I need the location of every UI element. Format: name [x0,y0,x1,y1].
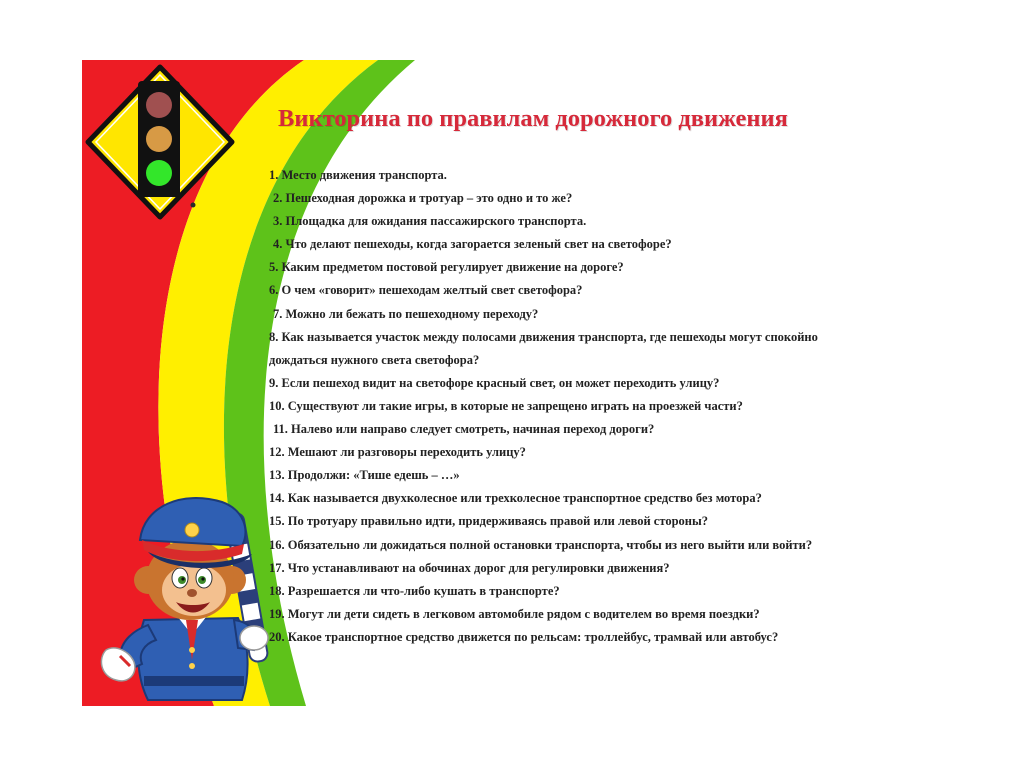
question-item: 20. Какое транспортное средство движется по рельсам: троллейбус, трамвай или автобус? [269,629,779,644]
question-item: 3. Площадка для ожидания пассажирского транспорта. [273,214,587,229]
question-item-continuation: дождаться нужного света светофора? [269,352,480,367]
question-item: 4. Что делают пешеходы, когда загорается зеленый свет на светофоре? [273,237,672,252]
traffic-officer-mascot-icon [82,60,292,706]
quiz-title: Викторина по правилам дорожного движения [278,105,788,132]
question-item: 15. По тротуару правильно идти, придерживаясь правой или левой стороны? [269,514,708,529]
question-list [269,164,944,649]
question-item: 7. Можно ли бежать по пешеходному переходу? [273,306,539,321]
question-item: 10. Существуют ли такие игры, в которые не запрещено играть на проезжей части? [269,398,743,413]
question-item: 2. Пешеходная дорожка и тротуар – это одно и то же? [273,191,573,206]
question-item: 9. Если пешеход видит на светофоре красный свет, он может переходить улицу? [269,375,720,390]
question-item: 1. Место движения транспорта. [269,168,447,182]
question-item: 6. О чем «говорит» пешеходам желтый свет светофора? [269,283,583,298]
quiz-slide [82,60,944,706]
question-item: 12. Мешают ли разговоры переходить улицу? [269,445,526,460]
question-item: 16. Обязательно ли дожидаться полной остановки транспорта, чтобы из него выйти или войти? [269,537,813,552]
question-item: 5. Каким предметом постовой регулирует движение на дороге? [269,260,624,275]
question-item: 14. Как называется двухколесное или трехколесное транспортное средство без мотора? [269,491,762,506]
question-item: 8. Как называется участок между полосами движения транспорта, где пешеходы могут спокойно [269,329,818,344]
question-item: 11. Налево или направо следует смотреть, начиная переход дороги? [273,422,655,437]
question-item: 17. Что устанавливают на обочинах дорог для регулировки движения? [269,560,670,575]
question-item: 19. Могут ли дети сидеть в легковом автомобиле рядом с водителем во время поездки? [269,606,760,621]
question-item: 18. Разрешается ли что-либо кушать в транспорте? [269,583,560,598]
question-item: 13. Продолжи: «Тише едешь – …» [269,468,460,483]
